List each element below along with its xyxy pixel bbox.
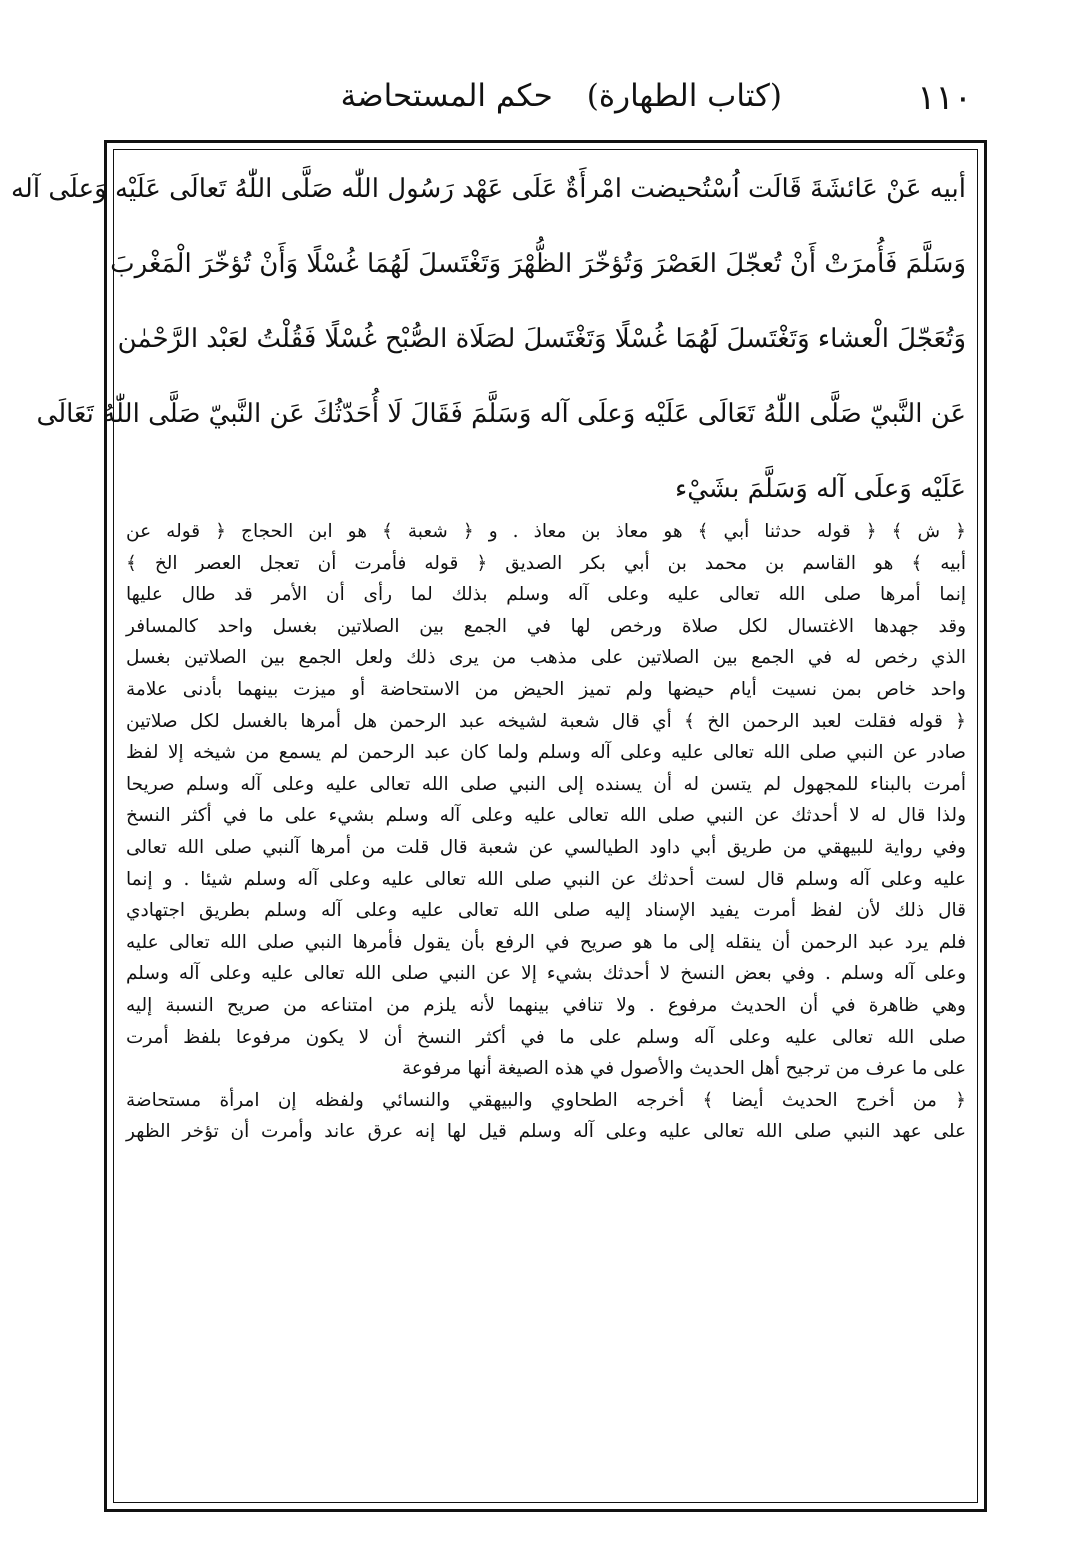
commentary-line: الذي رخص له في الجمع بين الصلاتين على مذهب من يرى ذلك ولعل الجمع بين الصلاتين بغسل [126, 647, 966, 669]
running-title [307, 78, 782, 114]
hadith-line: أبيه عَنْ عَائشَةَ قَالَت اُسْتُحيضت امْرأَةٌ عَلَى عَهْد رَسُول اللّٰه صَلَّى اللّٰهُ تَعالَى عَلَيْه وَعلَى آله [10, 174, 966, 204]
hadith-line: عَلَيْه وَعلَى آله وَسَلَّمَ بشَيْء [675, 474, 966, 504]
commentary-line: عليه وعلى آله وسلم قال لست أحدثك عن النبي صلى الله تعالى عليه وعلى آله وسلم شيئا . و إنما [126, 868, 966, 890]
commentary-line: صلى الله تعالى عليه وعلى آله وسلم على ما في أكثر النسخ أن لا يكون مرفوعا بلفظ أمرت [126, 1026, 966, 1048]
commentary-line: وقد جهدها الاغتسال لكل صلاة ورخص لها في الجمع بين الصلاتين بغسل واحد كالمسافر [126, 615, 966, 637]
page-number: ١١٠ [917, 78, 972, 118]
commentary-line: صادر عن النبي صلى الله تعالى عليه وعلى آله وسلم ولما كان عبد الرحمن لم يسمع من شيخه إلا لفظ [126, 742, 966, 764]
commentary-line: وهي ظاهرة في أن الحديث مرفوع . ولا تنافي بينهما لأنه يلزم من امتناعه من صريح النسبة إليه [126, 994, 966, 1016]
commentary-line: ﴿ ش ﴾ ﴿ قوله حدثنا أبي ﴾ هو معاذ بن معاذ . و ﴿ شعبة ﴾ هو ابن الحجاج ﴿ قوله عن [126, 521, 966, 542]
commentary-line: ولذا قال له لا أحدثك عن النبي صلى الله تعالى عليه وعلى آله وسلم بشيء على ما في أكثر النسخ [126, 805, 966, 827]
commentary-line: قال ذلك لأن لفظ أمرت يفيد الإسناد إليه صلى الله تعالى عليه وعلى آله وسلم بطريق اجتهادي [126, 900, 966, 922]
hadith-line: وَسَلَّمَ فَأُمرَتْ أَنْ تُعجّلَ العَصْرَ وَتُؤخّرَ الظُّهْرَ وَتَغْتَسلَ لَهُمَا غُسْلًا وَأَنْ تُؤخّرَ الْمَغْربَ [110, 249, 966, 279]
commentary-text [126, 516, 966, 1148]
commentary-line: على عهد النبي صلى الله تعالى عليه وعلى آله وسلم قيل لها إنه عرق عاند وأمرت أن تؤخر الظهر [126, 1121, 966, 1143]
hadith-line: وَتُعَجّلَ الْعشاء وَتَغْتَسلَ لَهُمَا غُسْلًا وَتَغْتَسلَ لصَلَاة الصُّبْح غُسْلًا فَقُلْتُ لعَبْد الرَّحْمٰن [117, 324, 966, 354]
page-header [120, 78, 972, 128]
page-body [10, 152, 966, 1148]
hadith-line: عَن النَّبيّ صَلَّى اللّٰهُ تَعَالَى عَلَيْه وَعلَى آله وَسَلَّمَ فَقَالَ لَا أُحَدّثُكَ عَن النَّبيّ صَلَّى اللّٰهُ تَعَالَى [36, 399, 966, 429]
commentary-line: إنما أمرها صلى الله تعالى عليه وعلى آله وسلم بذلك لما رأى أن الأمر قد طال عليها [126, 584, 966, 606]
commentary-line: أبيه ﴾ هو القاسم بن محمد بن أبي بكر الصديق ﴿ قوله فأمرت أن تعجل العصر الخ ﴾ [126, 552, 966, 574]
commentary-line: واحد خاص بمن نسيت أيام حيضها ولم تميز الحيض من الاستحاضة أو ميزت بينهما بأدنى علامة [126, 678, 966, 700]
book-title: (كتاب الطهارة) [586, 78, 782, 114]
commentary-line: وفي رواية للبيهقي من طريق أبي داود الطيالسي عن شعبة قال قلت من أمرها آلنبي صلى الله تعالى [126, 836, 966, 858]
hadith-text [10, 152, 966, 512]
commentary-line: على ما عرف من ترجيح أهل الحديث والأصول في هذه الصيغة أنها مرفوعة [401, 1058, 966, 1080]
chapter-title: حكم المستحاضة [340, 78, 553, 114]
commentary-line: ﴿ من أخرج الحديث أيضا ﴾ أخرجه الطحاوي والبيهقي والنسائي ولفظه إن امرأة مستحاضة [126, 1089, 966, 1111]
commentary-line: وعلى آله وسلم . وفي بعض النسخ لا أحدثك بشيء إلا عن النبي صلى الله تعالى عليه وعلى آله وسلم [126, 963, 966, 985]
commentary-line: ﴿ قوله فقلت لعبد الرحمن الخ ﴾ أي قال شعبة لشيخه عبد الرحمن هل أمرها بالغسل لكل صلاتين [126, 710, 966, 732]
commentary-line: فلم يرد عبد الرحمن أن ينقله إلى ما هو صريح في الرفع بأن يقول فأمرها النبي صلى الله تعالى عليه [126, 931, 966, 953]
commentary-line: أمرت بالبناء للمجهول لم يتسن له أن يسنده إلى النبي صلى الله تعالى عليه وعلى آله وسلم صريحا [126, 773, 966, 795]
